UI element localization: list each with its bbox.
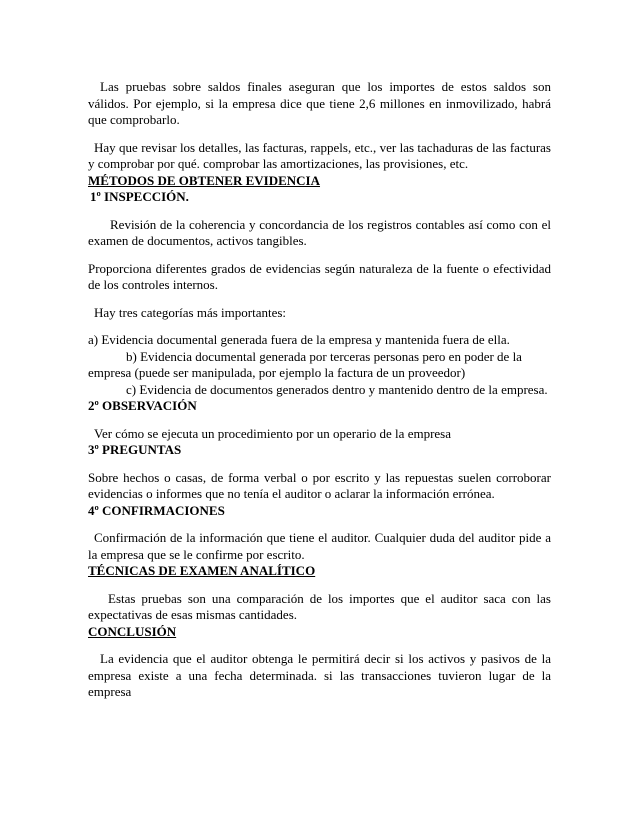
list-item-a: a) Evidencia documental generada fuera de la empresa y mantenida fuera de ella. (88, 332, 510, 347)
heading-tecnicas-analitico: TÉCNICAS DE EXAMEN ANALÍTICO (88, 563, 316, 578)
heading-metodos-evidencia: MÉTODOS DE OBTENER EVIDENCIA (88, 172, 321, 188)
paragraph-preguntas: Sobre hechos o casas, de forma verbal o por escrito y las repuestas suelen corroborar evidencias o informes que no tenía el auditor o aclarar la información errónea. (88, 469, 551, 501)
heading-preguntas: 3º PREGUNTAS (88, 442, 182, 457)
heading-observacion: 2º OBSERVACIÓN (88, 398, 197, 413)
paragraph-confirmaciones: Confirmación de la información que tiene el auditor. Cualquier duda del auditor pide a la empresa que se le confirme por escrito. (88, 530, 551, 562)
paragraph-revisar-detalles: Hay que revisar los detalles, las facturas, rappels, etc., ver las tachaduras de las facturas y comprobar por qué. comprobar las amortizaciones, las provisiones, etc. (88, 139, 551, 171)
paragraph-conclusion: La evidencia que el auditor obtenga le permitirá decir si los activos y pasivos de la empresa existe a una fecha determinada. si las transacciones tuvieron lugar de la empresa (88, 651, 551, 699)
heading-conclusion: CONCLUSIÓN (88, 623, 177, 639)
list-item-b-line2: empresa (puede ser manipulada, por ejemplo la factura de un proveedor) (88, 365, 466, 380)
paragraph-tres-categorias: Hay tres categorías más importantes: (94, 304, 287, 320)
list-item-b-line1: b) Evidencia documental generada por terceras personas pero en poder de la (126, 348, 522, 364)
paragraph-saldos-finales: Las pruebas sobre saldos finales aseguran que los importes de estos saldos son válidos. Por ejemplo, si la empresa dice que tiene 2,6 millones en inmovilizado, habrá que comprobarlo. (88, 79, 551, 127)
paragraph-tecnicas: Estas pruebas son una comparación de los importes que el auditor saca con las expectativas de esas mismas cantidades. (88, 590, 551, 622)
heading-confirmaciones: 4º CONFIRMACIONES (88, 502, 225, 518)
paragraph-revision-coherencia: Revisión de la coherencia y concordancia de los registros contables así como con el examen de documentos, activos tangibles. (88, 216, 551, 248)
heading-inspeccion: 1º INSPECCIÓN. (90, 189, 189, 204)
paragraph-grados-evidencia: Proporciona diferentes grados de evidencias según naturaleza de la fuente o efectividad de los controles internos. (88, 260, 551, 292)
paragraph-observacion: Ver cómo se ejecuta un procedimiento por un operario de la empresa (94, 425, 451, 441)
list-item-c: c) Evidencia de documentos generados dentro y mantenido dentro de la empresa. (126, 381, 548, 397)
